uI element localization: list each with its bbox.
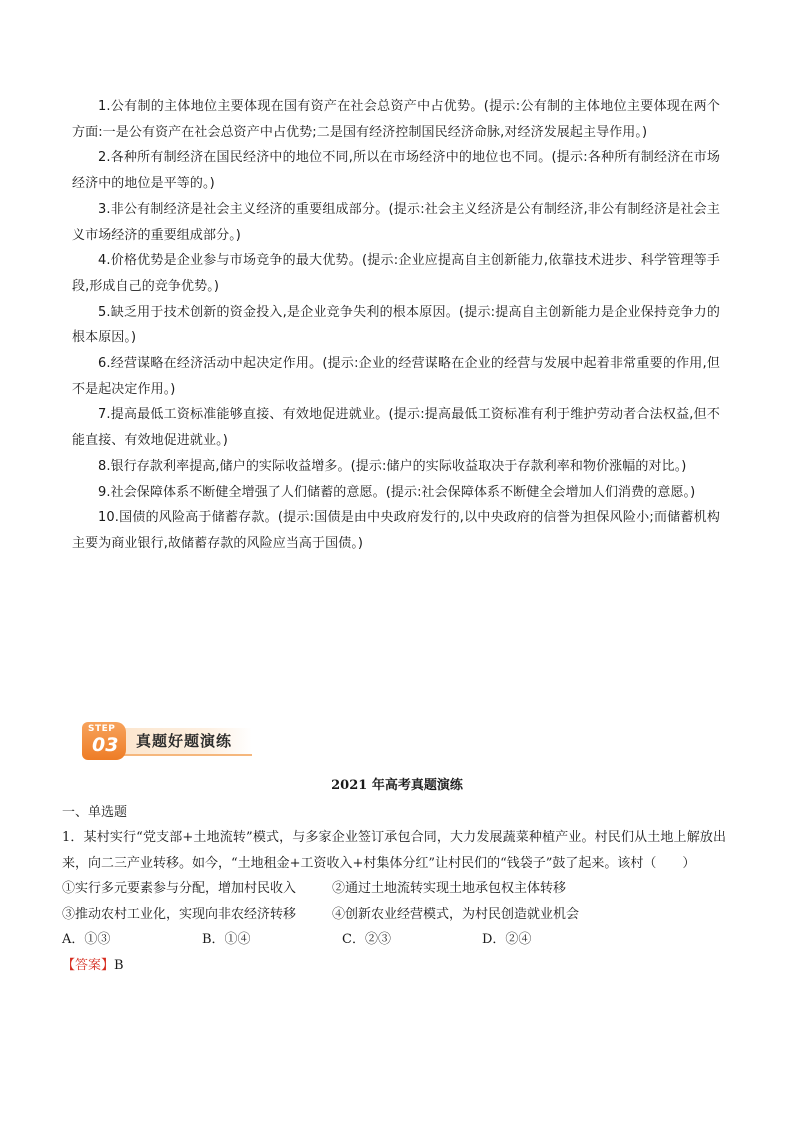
judgment-item: 8.银行存款利率提高,储户的实际收益增多。(提示:储户的实际收益取决于存款利率和物价涨幅的对比。) — [98, 458, 687, 474]
question-block — [62, 800, 726, 978]
choice-a: A．①③ — [62, 932, 111, 947]
judgment-item: 2.各种所有制经济在国民经济中的地位不同,所以在市场经济中的地位也不同。(提示:各种所有制经济在市场经济中的地位是平等的。) — [72, 150, 720, 192]
choice-c: C．②③ — [342, 932, 391, 947]
judgment-item: 10.国债的风险高于储蓄存款。(提示:国债是由中央政府发行的,以中央政府的信誉为担保风险小;而储蓄机构主要为商业银行,故储蓄存款的风险应当高于国债。) — [72, 510, 720, 551]
step-banner — [82, 722, 257, 762]
step-badge — [82, 722, 126, 760]
statement-row — [62, 876, 726, 902]
step-label: STEP — [88, 724, 116, 734]
answer-value: B — [114, 957, 124, 973]
choice-d: D．②④ — [482, 932, 532, 947]
statement-row — [62, 902, 726, 928]
statement-item: ④创新农业经营模式，为村民创造就业机会 — [332, 906, 580, 922]
judgment-item: 4.价格优势是企业参与市场竞争的最大优势。(提示:企业应提高自主创新能力,依靠技术进步、科学管理等手段,形成自己的竞争优势。) — [72, 253, 720, 294]
question-stem: 1．某村实行“党支部+土地流转”模式，与多家企业签订承包合同，大力发展蔬菜种植产业。村民们从土地上解放出来，向二三产业转移。如今，“土地租金+工资收入+村集体分红”让村民们的“钱袋子”鼓了起来。该村（ ） — [62, 830, 726, 871]
judgment-item: 5.缺乏用于技术创新的资金投入,是企业竞争失利的根本原因。(提示:提高自主创新能力是企业保持竞争力的根本原因。) — [72, 304, 720, 346]
judgment-item: 1.公有制的主体地位主要体现在国有资产在社会总资产中占优势。(提示:公有制的主体地位主要体现在两个方面:一是公有资产在社会总资产中占优势;二是国有经济控制国民经济命脉,对经济发展起主导作用。) — [72, 99, 720, 140]
statement-item: ③推动农村工业化，实现向非农经济转移 — [62, 906, 297, 922]
question-type-heading: 一、单选题 — [62, 805, 128, 820]
judgment-item: 9.社会保障体系不断健全增强了人们储蓄的意愿。(提示:社会保障体系不断健全会增加人们消费的意愿。) — [98, 484, 696, 500]
judgment-item: 6.经营谋略在经济活动中起决定作用。(提示:企业的经营谋略在企业的经营与发展中起着非常重要的作用,但不是起决定作用。) — [72, 356, 720, 397]
statement-item: ①实行多元要素参与分配，增加村民收入 — [62, 881, 297, 896]
statement-item: ②通过土地流转实现土地承包权主体转移 — [332, 881, 567, 896]
choice-b: B．①④ — [202, 932, 251, 947]
answer-label: 【答案】 — [62, 957, 115, 973]
judgment-item: 3.非公有制经济是社会主义经济的重要组成部分。(提示:社会主义经济是公有制经济,非公有制经济是社会主义市场经济的重要组成部分。) — [72, 201, 720, 243]
judgment-list — [72, 94, 720, 557]
choice-row — [62, 927, 726, 953]
step-number: 03 — [92, 734, 119, 756]
answer-line — [62, 953, 726, 979]
judgment-item: 7.提高最低工资标准能够直接、有效地促进就业。(提示:提高最低工资标准有利于维护劳动者合法权益,但不能直接、有效地促进就业。) — [72, 407, 720, 449]
section-title: 2021 年高考真题演练 — [331, 778, 463, 793]
step-title: 真题好题演练 — [136, 732, 233, 750]
